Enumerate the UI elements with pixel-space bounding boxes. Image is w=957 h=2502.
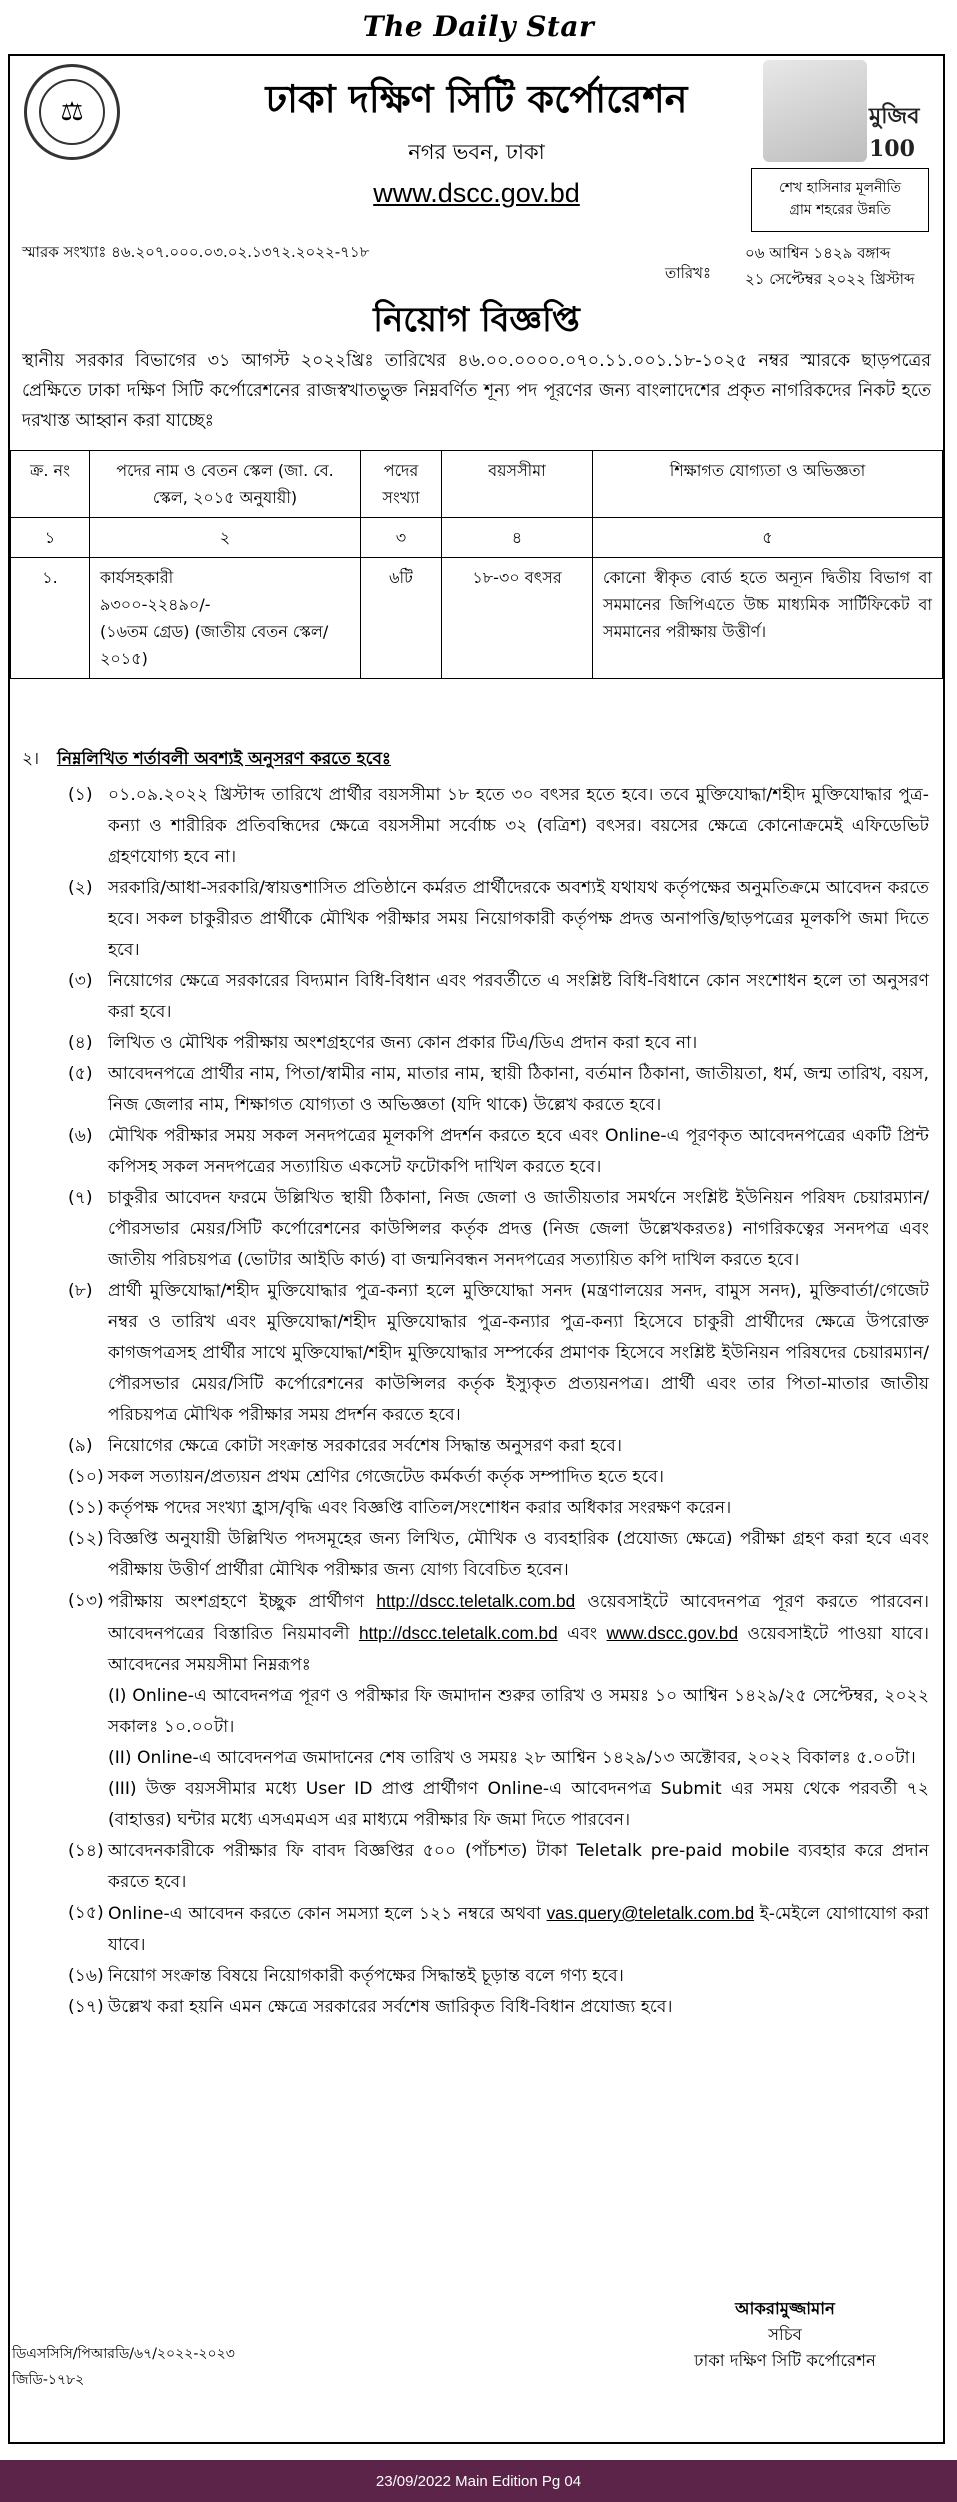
header-age: বয়সসীমা xyxy=(442,451,593,518)
conditions-heading xyxy=(22,746,929,774)
post-name: কার্যসহকারী xyxy=(100,568,174,587)
condition-number: (১২) xyxy=(68,1529,104,1549)
date-label: তারিখঃ xyxy=(665,264,711,282)
condition-text: লিখিত ও মৌখিক পরীক্ষায় অংশগ্রহণের জন্য কোন প্রকার টিএ/ডিএ প্রদান করা হবে না। xyxy=(108,1033,698,1053)
conditions-number: ২। xyxy=(22,749,40,769)
condition-text xyxy=(108,1898,929,1961)
condition-text: আবেদনপত্রে প্রার্থীর নাম, পিতা/স্বামীর নাম, মাতার নাম, স্থায়ী ঠিকানা, বর্তমান ঠিকানা, জাতীয়তা, ধর্ম, জন্ম তারিখ, বয়স, নিজ জেলার নাম, শিক্ষাগত যোগ্যতা ও অভিজ্ঞতা (যদি থাকে) উল্লেখ করতে হবে। xyxy=(108,1064,929,1115)
colnum: ২ xyxy=(90,518,361,558)
condition-text: ০১.০৯.২০২২ খ্রিস্টাব্দ তারিখে প্রার্থীর বয়সসীমা ১৮ হতে ৩০ বৎসর হতে হবে। তবে মুক্তিযোদ্ধা/শহীদ মুক্তিযোদ্ধার পুত্র-কন্যা ও শারীরিক প্রতিবন্ধিদের ক্ষেত্রে বয়সসীমা সর্বোচ্চ ৩২ (বত্রিশ) বৎসর। বয়সের ক্ষেত্রে কোনোক্রমেই এফিডেভিট গ্রহণযোগ্য হবে না। xyxy=(108,785,929,867)
masthead-title: The Daily Star xyxy=(362,9,595,43)
condition-item xyxy=(22,966,929,1028)
intro-paragraph: স্থানীয় সরকার বিভাগের ৩১ আগস্ট ২০২২খ্রিঃ তারিখের ৪৬.০০.০০০০.০৭০.১১.০০১.১৮-১০২৫ নম্বর স্মারকে ছাড়পত্রের প্রেক্ষিতে ঢাকা দক্ষিণ সিটি কর্পোরেশনের রাজস্বখাতভুক্ত নিম্নবর্ণিত শূন্য পদ পূরণের জন্য বাংলাদেশের প্রকৃত নাগরিকদের নিকট হতে দরখাস্ত আহ্বান করা যাচ্ছেঃ xyxy=(22,351,931,431)
colnum: ৩ xyxy=(361,518,442,558)
signature-block xyxy=(640,2296,930,2374)
condition-number: (২) xyxy=(68,878,93,898)
condition-number: (৫) xyxy=(68,1064,93,1084)
org-address: নগর ভবন, ঢাকা xyxy=(408,140,545,164)
condition-item xyxy=(22,1183,929,1276)
edition-footer xyxy=(0,2460,957,2502)
teletalk-link-2[interactable]: http://dscc.teletalk.com.bd xyxy=(358,1623,558,1643)
condition-item xyxy=(22,1276,929,1431)
condition-item xyxy=(22,1431,929,1462)
condition-number: (৯) xyxy=(68,1436,93,1456)
item15-text-b: ই-মেইলে যোগাযোগ করা যাবে। xyxy=(108,1904,929,1955)
vacancy-table xyxy=(10,450,943,679)
item15-text-a: Online-এ আবেদন করতে কোন সমস্যা হলে ১২১ নম্বরে অথবা xyxy=(108,1904,541,1924)
condition-number: (৬) xyxy=(68,1126,93,1146)
condition-item xyxy=(22,1028,929,1059)
org-website-link[interactable]: www.dscc.gov.bd xyxy=(373,178,580,208)
condition-text: নিয়োগ সংক্রান্ত বিষয়ে নিয়োগকারী কর্তৃপক্ষের সিদ্ধান্তই চূড়ান্ত বলে গণ্য হবে। xyxy=(108,1966,624,1986)
mujib-100-logo: মুজিব 100 xyxy=(869,102,920,162)
condition-text: উল্লেখ করা হয়নি এমন ক্ষেত্রে সরকারের সর্বশেষ জারিকৃত বিধি-বিধান প্রযোজ্য হবে। xyxy=(108,1997,673,2017)
newspaper-masthead xyxy=(0,0,957,52)
condition-text: নিয়োগের ক্ষেত্রে কোটা সংক্রান্ত সরকারের সর্বশেষ সিদ্ধান্ত অনুসরণ করা হবে। xyxy=(108,1436,622,1456)
condition-text: চাকুরীর আবেদন ফরমে উল্লিখিত স্থায়ী ঠিকানা, নিজ জেলা ও জাতীয়তার সমর্থনে সংশ্লিষ্ট ইউনিয়ন পরিষদ চেয়ারম্যান/পৌরসভার মেয়র/সিটি কর্পোরেশনের কাউন্সিলর কর্তৃক প্রদত্ত (নিজ জেলা উল্লেখকরতঃ) নাগরিকত্বের সনদপত্র এবং জাতীয় পরিচয়পত্র (ভোটার আইডি কার্ড) বা জন্মনিবন্ধন সনদপত্রের সত্যায়িত কপি দাখিল করতে হবে। xyxy=(108,1188,929,1270)
condition-item xyxy=(22,1524,929,1586)
condition-number: (১৪) xyxy=(68,1841,104,1861)
post-pay: ৯৩০০-২২৪৯০/- xyxy=(100,595,211,614)
row-age: ১৮-৩০ বৎসর xyxy=(442,558,593,679)
condition-text: প্রার্থী মুক্তিযোদ্ধা/শহীদ মুক্তিযোদ্ধার পুত্র-কন্যা হলে মুক্তিযোদ্ধা সনদ (মন্ত্রণালয়ের সনদ, বামুস সনদ), মুক্তিবার্তা/গেজেট নম্বর ও তারিখ এবং মুক্তিযোদ্ধা/শহীদ মুক্তিযোদ্ধার পুত্র-কন্যার পুত্র-কন্যা হিসেবে চাকুরী প্রার্থীদের ক্ষেত্রে উপরোক্ত কাগজপত্রসহ প্রার্থীর সাথে মুক্তিযোদ্ধা/শহীদ মুক্তিযোদ্ধার সম্পর্কের প্রমাণক হিসেবে সংশ্লিষ্ট ইউনিয়ন পরিষদের চেয়ারম্যান/পৌরসভার মেয়র/সিটি কর্পোরেশনের কাউন্সিলর কর্তৃক ইস্যুকৃত প্রত্যয়নপত্র। প্রার্থী এবং তার পিতা-মাতার জাতীয় পরিচয়পত্র মৌখিক পরীক্ষার সময় প্রদর্শন করতে হবে। xyxy=(108,1281,929,1425)
condition-item-14 xyxy=(22,1836,929,1898)
org-title: ঢাকা দক্ষিণ সিটি কর্পোরেশন xyxy=(265,77,688,121)
signatory-title: সচিব xyxy=(768,2325,802,2344)
table-header-row xyxy=(11,451,943,518)
condition-text: আবেদনকারীকে পরীক্ষার ফি বাবদ বিজ্ঞপ্তির ৫০০ (পাঁচশত) টাকা Teletalk pre-paid mobile ব্যবহার করে প্রদান করতে হবে। xyxy=(108,1841,929,1892)
colnum: ৪ xyxy=(442,518,593,558)
header-count: পদের সংখ্যা xyxy=(361,451,442,518)
conditions-section xyxy=(22,746,929,2023)
condition-text: বিজ্ঞপ্তি অনুযায়ী উল্লিখিত পদসমূহের জন্য লিখিত, মৌখিক ও ব্যবহারিক (প্রযোজ্য ক্ষেত্রে) পরীক্ষা গ্রহণ করা হবে এবং পরীক্ষায় উত্তীর্ণ প্রার্থীরা মৌখিক পরীক্ষার জন্য যোগ্য বিবেচিত হবেন। xyxy=(108,1529,929,1580)
condition-number: (১১) xyxy=(68,1498,104,1518)
condition-text: সকল সত্যায়ন/প্রত্যয়ন প্রথম শ্রেণির গেজেটেড কর্মকর্তা কর্তৃক সম্পাদিত হতে হবে। xyxy=(108,1467,665,1487)
item13-sub-i: (I) Online-এ আবেদনপত্র পূরণ ও পরীক্ষার ফি জমাদান শুরুর তারিখ ও সময়ঃ ১০ আশ্বিন ১৪২৯/২৫ সেপ্টেম্বর, ২০২২ সকালঃ ১০.০০টা। xyxy=(108,1686,929,1737)
condition-item xyxy=(22,1493,929,1524)
memo-number: স্মারক সংখ্যাঃ ৪৬.২০৭.০০০.০৩.০২.১৩৭২.২০২২-৭১৮ xyxy=(22,243,370,261)
seal-emblem: ⚖ xyxy=(39,79,105,145)
signatory-org: ঢাকা দক্ষিণ সিটি কর্পোরেশন xyxy=(694,2351,876,2370)
slogan-line-2: গ্রাম শহরের উন্নতি xyxy=(789,202,891,218)
condition-number: (১৩) xyxy=(68,1591,104,1611)
table-colnum-row xyxy=(11,518,943,558)
condition-number: (১৭) xyxy=(68,1997,104,2017)
condition-text: সরকারি/আধা-সরকারি/স্বায়ত্তশাসিত প্রতিষ্ঠানে কর্মরত প্রার্থীদেরকে অবশ্যই যথাযথ কর্তৃপক্ষের অনুমতিক্রমে আবেদন করতে হবে। সকল চাকুরীরত প্রার্থীকে মৌখিক পরীক্ষার সময় নিয়োগকারী কর্তৃপক্ষ প্রদত্ত অনাপত্তি/ছাড়পত্রের মূলকপি জমা দিতে হবে। xyxy=(108,878,929,960)
item13-text-d: ওয়েবসাইটে পাওয়া যাবে। আবেদনের সময়সীমা নিম্নরূপঃ xyxy=(108,1624,930,1675)
reference-code: ডিএসসিসি/পিআরডি/৬৭/২০২২-২০২৩ xyxy=(12,2346,235,2362)
condition-item xyxy=(22,1121,929,1183)
condition-item xyxy=(22,873,929,966)
colnum: ৫ xyxy=(593,518,943,558)
post-grade: (১৬তম গ্রেড) (জাতীয় বেতন স্কেল/২০১৫) xyxy=(100,622,329,668)
condition-text xyxy=(108,1586,929,1836)
condition-text: কর্তৃপক্ষ পদের সংখ্যা হ্রাস/বৃদ্ধি এবং বিজ্ঞপ্তি বাতিল/সংশোধন করার অধিকার সংরক্ষণ করেন। xyxy=(108,1498,732,1518)
row-post xyxy=(90,558,361,679)
condition-item xyxy=(22,1462,929,1493)
portrait-image xyxy=(763,60,867,162)
table-row xyxy=(11,558,943,679)
header-qualification: শিক্ষাগত যোগ্যতা ও অভিজ্ঞতা xyxy=(593,451,943,518)
signatory-name: আকরামুজ্জামান xyxy=(735,2299,835,2318)
condition-number: (১) xyxy=(68,785,93,805)
item13-sub-iii: (III) উক্ত বয়সসীমার মধ্যে User ID প্রাপ্ত প্রার্থীগণ Online-এ আবেদনপত্র Submit এর সময় থেকে পরবর্তী ৭২ (বাহাত্তর) ঘন্টার মধ্যে এসএমএস এর মাধ্যমে পরীক্ষার ফি জমা দিতে পারবেন। xyxy=(108,1779,929,1830)
condition-number: (৮) xyxy=(68,1281,93,1301)
colnum: ১ xyxy=(11,518,90,558)
header-serial: ক্র. নং xyxy=(11,451,90,518)
condition-number: (১০) xyxy=(68,1467,104,1487)
footer-text: 23/09/2022 Main Edition Pg 04 xyxy=(375,2472,582,2490)
advertisement-frame xyxy=(8,54,945,2444)
item13-text-c: এবং xyxy=(567,1624,598,1644)
condition-item-16 xyxy=(22,1961,929,1992)
row-qualification: কোনো স্বীকৃত বোর্ড হতে অন্যূন দ্বিতীয় বিভাগ বা সমমানের জিপিএতে উচ্চ মাধ্যমিক সার্টিফিকেট বা সমমানের পরীক্ষায় উত্তীর্ণ। xyxy=(593,558,943,679)
date-bangla: ০৬ আশ্বিন ১৪২৯ বঙ্গাব্দ xyxy=(745,244,891,262)
condition-text: মৌখিক পরীক্ষার সময় সকল সনদপত্রের মূলকপি প্রদর্শন করতে হবে এবং Online-এ পূরণকৃত আবেদনপত্রের একটি প্রিন্ট কপিসহ সকল সনদপত্রের সত্যায়িত একসেট ফটোকপি দাখিল করতে হবে। xyxy=(108,1126,929,1177)
condition-item xyxy=(22,780,929,873)
row-serial: ১. xyxy=(11,558,90,679)
notice-title: নিয়োগ বিজ্ঞপ্তি xyxy=(373,300,580,340)
email-link[interactable]: vas.query@teletalk.com.bd xyxy=(546,1903,755,1923)
conditions-heading-text: নিম্নলিখিত শর্তাবলী অবশ্যই অনুসরণ করতে হবেঃ xyxy=(57,749,391,769)
condition-number: (১৫) xyxy=(68,1903,104,1923)
condition-item-15 xyxy=(22,1898,929,1961)
header-post: পদের নাম ও বেতন স্কেল (জা. বে. স্কেল, ২০১৫ অনুযায়ী) xyxy=(90,451,361,518)
condition-text: নিয়োগের ক্ষেত্রে সরকারের বিদ্যমান বিধি-বিধান এবং পরবর্তীতে এ সংশ্লিষ্ট বিধি-বিধানে কোন সংশোধন হলে তা অনুসরণ করা হবে। xyxy=(108,971,929,1022)
item13-text-b: ওয়েবসাইটে আবেদনপত্র পূরণ করতে পারবেন। আবেদনপত্রের বিস্তারিত নিয়মাবলী xyxy=(108,1592,929,1644)
gd-code: জিডি-১৭৮২ xyxy=(12,2372,85,2388)
slogan-box xyxy=(751,168,929,232)
date-gregorian: ২১ সেপ্টেম্বর ২০২২ খ্রিস্টাব্দ xyxy=(745,270,915,288)
condition-item-17 xyxy=(22,1992,929,2023)
condition-number: (১৬) xyxy=(68,1966,104,1986)
condition-item xyxy=(22,1059,929,1121)
row-count: ৬টি xyxy=(361,558,442,679)
dscc-link[interactable]: www.dscc.gov.bd xyxy=(606,1623,739,1643)
item13-text-a: পরীক্ষায় অংশগ্রহণে ইচ্ছুক প্রার্থীগণ xyxy=(108,1592,365,1612)
conditions-list xyxy=(22,780,929,1586)
condition-number: (৪) xyxy=(68,1033,93,1053)
teletalk-link[interactable]: http://dscc.teletalk.com.bd xyxy=(376,1591,576,1611)
item13-sub-ii: (II) Online-এ আবেদনপত্র জমাদানের শেষ তারিখ ও সময়ঃ ২৮ আশ্বিন ১৪২৯/১৩ অক্টোবর, ২০২২ বিকালঃ ৫.০০টা। xyxy=(108,1748,916,1768)
slogan-line-1: শেখ হাসিনার মূলনীতি xyxy=(779,180,901,196)
condition-number: (৭) xyxy=(68,1188,93,1208)
condition-item-13 xyxy=(22,1586,929,1836)
condition-number: (৩) xyxy=(68,971,93,991)
